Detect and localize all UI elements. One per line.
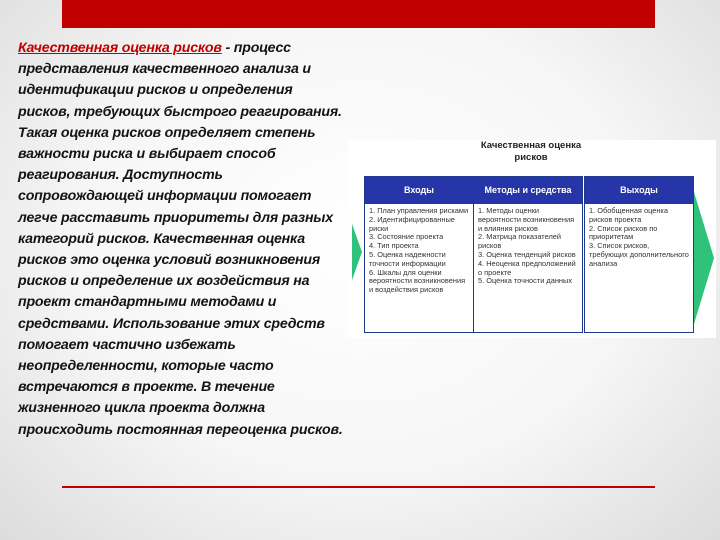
list-item: 1. Обобщенная оценка рисков проекта — [589, 206, 668, 224]
column-header-outputs: Выходы — [585, 177, 693, 204]
list-item: 5. Оценка точности данных — [478, 276, 573, 286]
column-header-inputs: Входы — [365, 177, 473, 204]
column-inputs — [364, 176, 474, 333]
list-item: 1. Методы оценки вероятности возникновения и влияния рисков — [478, 206, 575, 233]
process-diagram — [348, 140, 716, 338]
term-highlight: Качественная оценка рисков — [18, 40, 222, 56]
paragraph-text: - процесс представления качественного анализа и идентификации рисков и определения рисков, требующих быстрого реагирования. Такая оценка рисков определяет степень важности риска и выбирает способ реагирования. Доступность сопровождающей информации помогает легче расставить приоритеты для разных категорий рисков. Качественная оценка рисков это оценка условий возникновения рисков и определение их воздействия на проект стандартными методами и средствами. Использование этих средств помогает частично избежать неопределенности, которые часто встречаются в проекте. В течение жизненного цикла проекта должна происходить постоянная переоценка рисков. — [18, 40, 343, 438]
column-header-methods: Методы и средства — [474, 177, 582, 204]
list-item: 3. Оценка тенденций рисков — [478, 249, 576, 259]
list-item: 6. Шкалы для оценки вероятности возникновения и воздействия рисков — [369, 267, 466, 295]
column-body-methods — [474, 204, 582, 289]
input-arrow-icon — [352, 224, 362, 280]
list-item: 4. Тип проекта — [369, 241, 419, 251]
column-body-outputs — [585, 204, 693, 272]
list-item: 2. Идентифицированные риски — [369, 214, 455, 233]
column-methods — [473, 176, 583, 333]
list-item: 5. Оценка надежности точности информации — [369, 249, 446, 268]
list-item: 2. Список рисков по приоритетам — [589, 223, 658, 242]
bottom-accent-line — [62, 486, 655, 488]
body-paragraph — [18, 38, 348, 441]
top-accent-bar — [62, 0, 655, 28]
diagram-title: Качественная оценка рисков — [480, 140, 582, 163]
list-item: 3. Состояние проекта — [369, 232, 444, 242]
list-item: 2. Матрица показателей рисков — [478, 232, 562, 251]
output-arrow-icon — [694, 192, 714, 324]
column-body-inputs — [365, 204, 473, 298]
list-item: 4. Неоценка предположений о проекте — [478, 258, 576, 277]
list-item: 3. Список рисков, требующих дополнительного анализа — [589, 241, 689, 268]
list-item: 1. План управления рисками — [369, 206, 469, 215]
column-outputs — [584, 176, 694, 333]
